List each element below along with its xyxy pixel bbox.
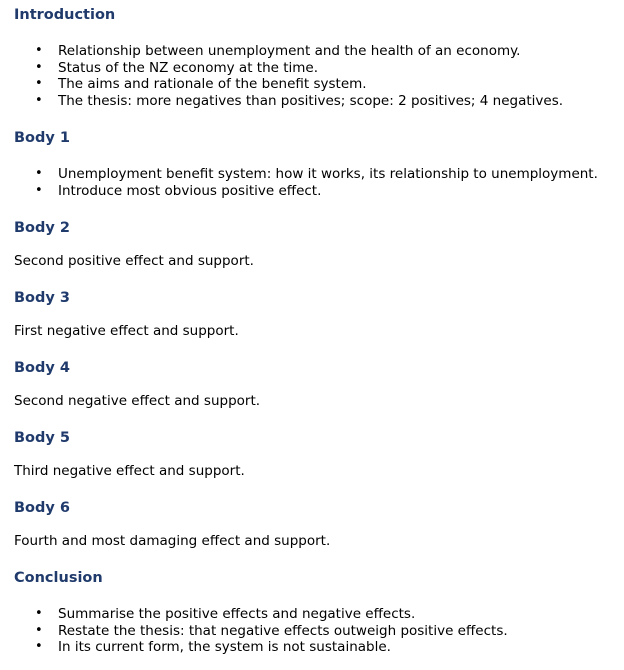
list-item: [14, 60, 618, 77]
section-body-4: [14, 358, 618, 410]
list-item-text: Unemployment benefit system: how it works, its relationship to unemployment.: [58, 166, 598, 182]
list-item-text: Restate the thesis: that negative effects outweigh positive effects.: [58, 622, 508, 639]
section-body-1: [14, 128, 618, 199]
bullet-icon: •: [35, 606, 43, 621]
list-item: [14, 639, 618, 656]
list-item-text: The aims and rationale of the benefit system.: [58, 76, 367, 92]
bullet-list: [14, 43, 618, 109]
section-heading: Body 6: [14, 500, 70, 516]
bullet-icon: •: [35, 622, 43, 638]
bullet-icon: •: [35, 92, 43, 108]
section-body-5: [14, 428, 618, 480]
list-item-text: Relationship between unemployment and the health of an economy.: [58, 43, 521, 59]
list-item: [14, 606, 618, 623]
list-item-text: Summarise the positive effects and negative effects.: [58, 606, 416, 622]
bullet-icon: •: [35, 639, 43, 654]
section-text: Fourth and most damaging effect and support.: [14, 533, 331, 549]
bullet-icon: •: [35, 182, 43, 198]
section-text: First negative effect and support.: [14, 323, 239, 339]
bullet-icon: •: [35, 59, 43, 75]
list-item: [14, 623, 618, 640]
section-body-3: [14, 288, 618, 340]
list-item-text: Status of the NZ economy at the time.: [58, 59, 319, 76]
section-body-6: [14, 498, 618, 550]
list-item: [14, 76, 618, 93]
list-item: [14, 166, 618, 183]
section-heading: Body 5: [14, 430, 70, 446]
list-item-text: The thesis: more negatives than positives; scope: 2 positives; 4 negatives.: [58, 92, 564, 109]
bullet-icon: •: [35, 43, 43, 58]
section-heading: Introduction: [14, 7, 116, 23]
section-heading: Body 4: [14, 360, 70, 376]
section-heading: Conclusion: [14, 570, 103, 586]
section-heading: Body 1: [14, 130, 70, 146]
bullet-list: [14, 606, 618, 656]
list-item-text: In its current form, the system is not sustainable.: [58, 639, 391, 655]
section-text: Third negative effect and support.: [14, 463, 245, 479]
section-text: Second positive effect and support.: [14, 253, 254, 269]
bullet-icon: •: [35, 166, 43, 181]
list-item-text: Introduce most obvious positive effect.: [58, 182, 322, 199]
section-conclusion: [14, 568, 618, 656]
essay-outline: [14, 5, 618, 656]
bullet-list: [14, 166, 618, 199]
section-heading: Body 2: [14, 220, 70, 236]
bullet-icon: •: [35, 76, 43, 91]
section-introduction: [14, 5, 618, 109]
list-item: [14, 183, 618, 200]
section-body-2: [14, 218, 618, 270]
list-item: [14, 43, 618, 60]
section-heading: Body 3: [14, 290, 70, 306]
section-text: Second negative effect and support.: [14, 393, 261, 409]
list-item: [14, 93, 618, 110]
